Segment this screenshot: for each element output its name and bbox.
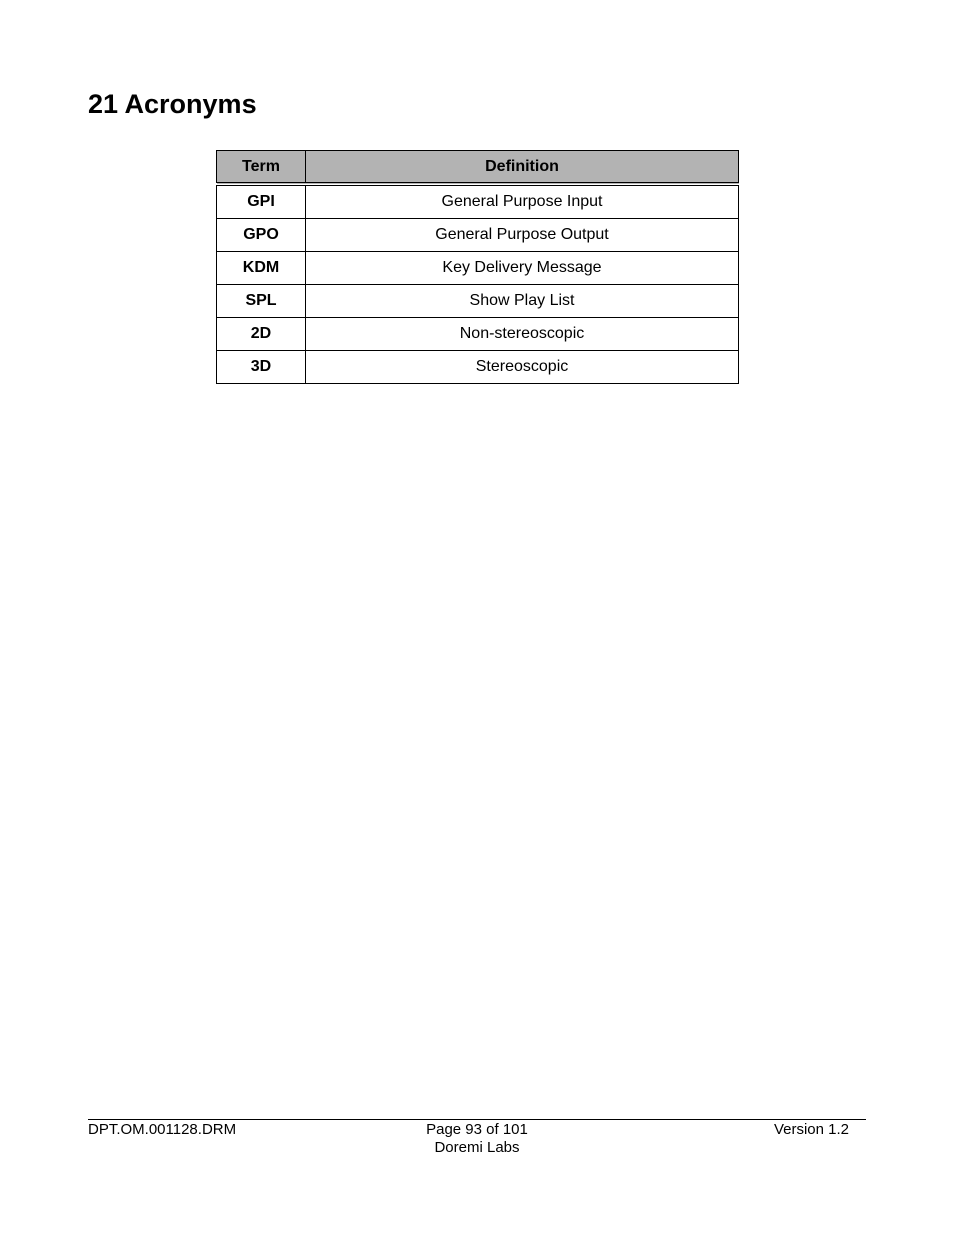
definition-cell: General Purpose Input <box>306 184 739 219</box>
footer-center <box>377 1121 577 1157</box>
table-row <box>217 219 739 252</box>
term-cell: 2D <box>217 318 306 351</box>
footer-company: Doremi Labs <box>434 1139 520 1156</box>
term-cell: SPL <box>217 285 306 318</box>
table-row <box>217 318 739 351</box>
footer-version: Version 1.2 <box>773 1121 849 1138</box>
definition-cell: Show Play List <box>306 285 739 318</box>
term-cell: GPI <box>217 184 306 219</box>
footer-divider <box>88 1119 866 1120</box>
table-row <box>217 285 739 318</box>
definition-cell: Non-stereoscopic <box>306 318 739 351</box>
table-row <box>217 184 739 219</box>
acronym-table <box>216 150 739 384</box>
term-cell: 3D <box>217 351 306 384</box>
table-row <box>217 252 739 285</box>
page-title: 21 Acronyms <box>88 89 257 119</box>
definition-cell: Stereoscopic <box>306 351 739 384</box>
footer-document-id: DPT.OM.001128.DRM <box>88 1121 237 1138</box>
term-cell: KDM <box>217 252 306 285</box>
term-cell: GPO <box>217 219 306 252</box>
footer-page-number: Page 93 of 101 <box>426 1121 528 1138</box>
definition-cell: Key Delivery Message <box>306 252 739 285</box>
definition-cell: General Purpose Output <box>306 219 739 252</box>
table-row <box>217 351 739 384</box>
table-header-row <box>217 151 739 185</box>
column-header-definition: Definition <box>306 151 739 185</box>
column-header-term: Term <box>217 151 306 185</box>
